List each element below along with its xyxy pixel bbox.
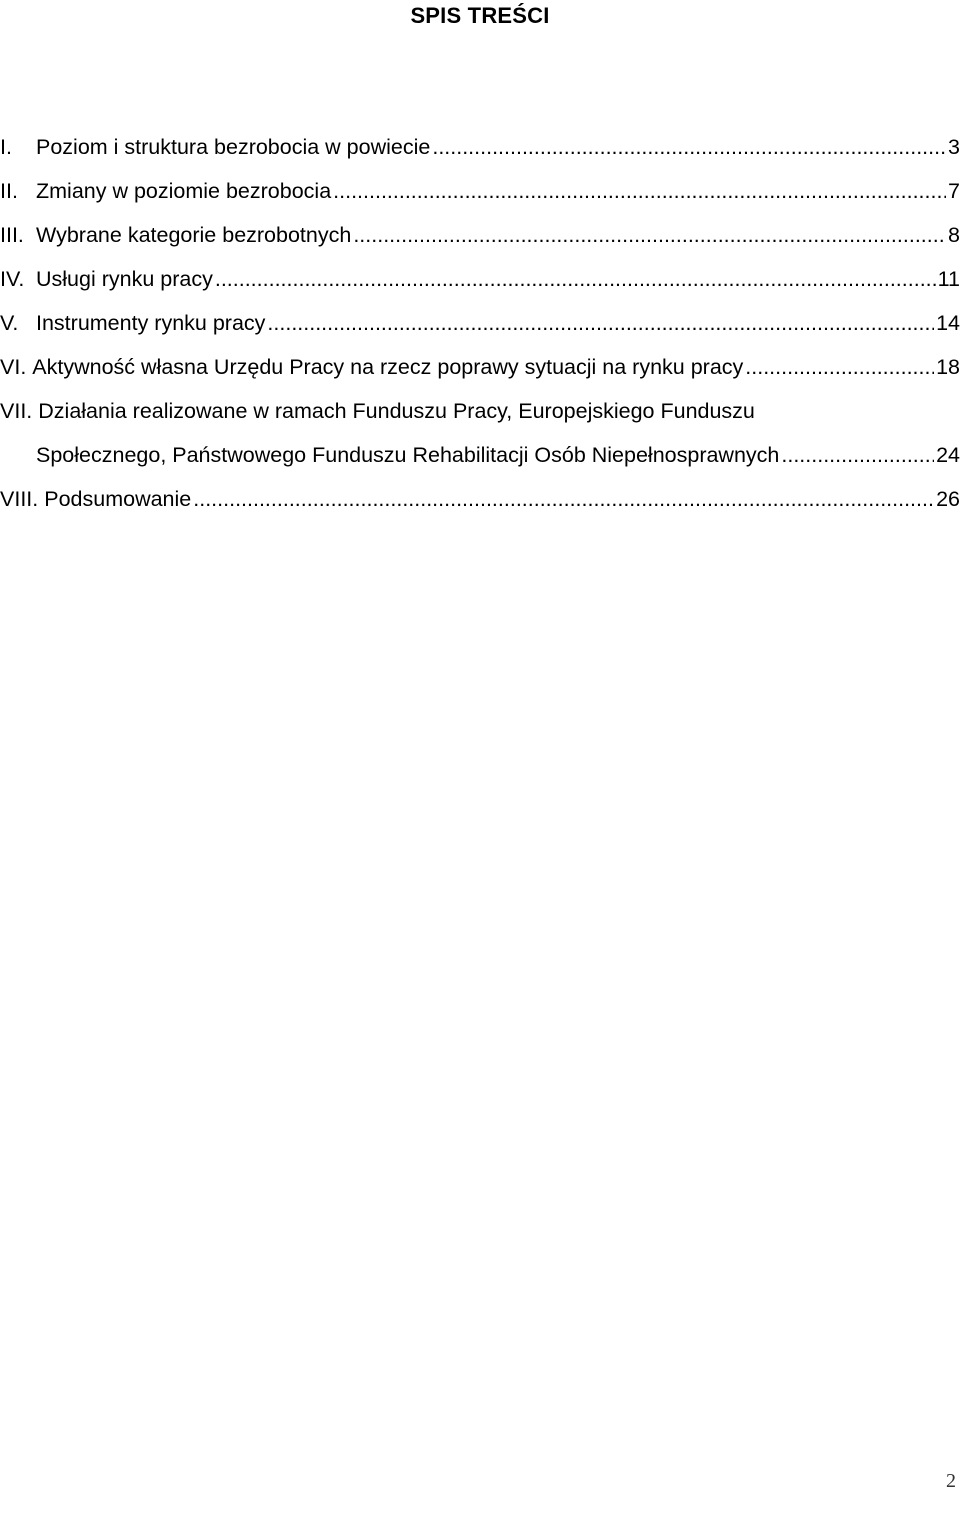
- dot-leader: [353, 220, 946, 250]
- dot-leader: [333, 176, 946, 206]
- toc-entry-title: Poziom i struktura bezrobocia w powiecie: [36, 135, 431, 159]
- toc-entry-page: 14: [936, 311, 960, 335]
- toc-entry-title-line1: Działania realizowane w ramach Funduszu Pracy, Europejskiego Funduszu: [38, 399, 755, 423]
- toc-entry-number: I.: [0, 135, 12, 159]
- page-title: SPIS TREŚCI: [410, 3, 550, 28]
- toc-entry-page: 7: [948, 179, 960, 203]
- toc-entry-number: V.: [0, 311, 19, 335]
- toc-entry-page: 3: [948, 135, 960, 159]
- toc-entry-7[interactable]: [0, 396, 960, 484]
- page-number: 2: [946, 1470, 956, 1492]
- toc-entry-number: VIII.: [0, 487, 39, 511]
- toc-entry-page: 24: [936, 443, 960, 467]
- toc-entry-2[interactable]: [0, 176, 960, 220]
- table-of-contents: [0, 132, 960, 528]
- toc-entry-5[interactable]: [0, 308, 960, 352]
- toc-entry-title: Aktywność własna Urzędu Pracy na rzecz poprawy sytuacji na rynku pracy: [32, 355, 744, 379]
- toc-entry-page: 18: [936, 355, 960, 379]
- toc-entry-page: 8: [948, 223, 960, 247]
- toc-entry-6[interactable]: [0, 352, 960, 396]
- toc-entry-number: IV.: [0, 267, 25, 291]
- toc-entry-number: II.: [0, 179, 18, 203]
- toc-entry-number: III.: [0, 223, 24, 247]
- toc-entry-4[interactable]: [0, 264, 960, 308]
- toc-entry-page: 11: [937, 267, 960, 291]
- dot-leader: [745, 352, 934, 382]
- toc-entry-3[interactable]: [0, 220, 960, 264]
- dot-leader: [267, 308, 934, 338]
- toc-entry-title-line2: Społecznego, Państwowego Funduszu Rehabilitacji Osób Niepełnosprawnych: [36, 443, 780, 467]
- toc-entry-title: Zmiany w poziomie bezrobocia: [36, 179, 332, 203]
- dot-leader: [193, 484, 934, 514]
- dot-leader: [781, 440, 934, 470]
- toc-entry-number: VII.: [0, 399, 33, 423]
- dot-leader: [432, 132, 946, 162]
- toc-entry-number: VI.: [0, 355, 27, 379]
- toc-entry-title: Instrumenty rynku pracy: [36, 311, 266, 335]
- toc-entry-page: 26: [936, 487, 960, 511]
- dot-leader: [215, 264, 936, 294]
- toc-entry-1[interactable]: [0, 132, 960, 176]
- toc-entry-title: Usługi rynku pracy: [36, 267, 213, 291]
- toc-entry-title: Podsumowanie: [44, 487, 192, 511]
- toc-entry-8[interactable]: [0, 484, 960, 528]
- toc-entry-title: Wybrane kategorie bezrobotnych: [36, 223, 352, 247]
